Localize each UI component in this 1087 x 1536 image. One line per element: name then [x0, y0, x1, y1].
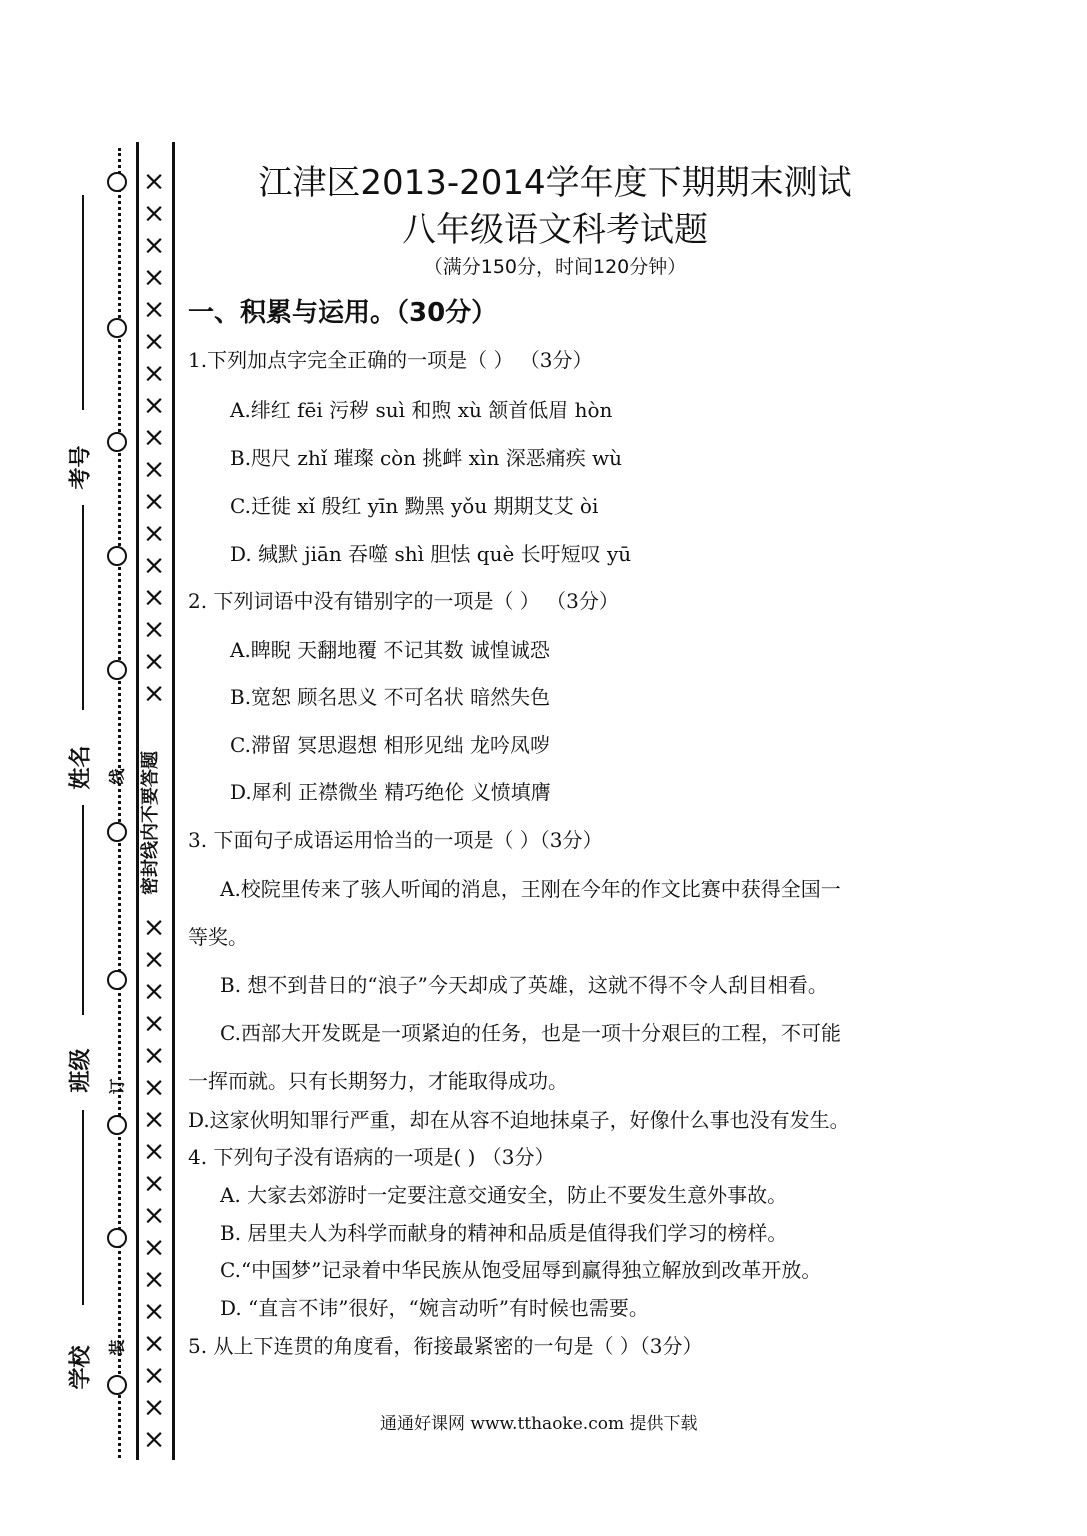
q4-option-c: C.“中国梦”记录着中华民族从饱受屈辱到赢得独立解放到改革开放。	[220, 1258, 822, 1282]
binding-hole	[107, 970, 127, 990]
q3-stem: 3. 下面句子成语运用恰当的一项是（ ）（3分）	[188, 828, 603, 852]
exam-title-line1: 江津区2013-2014学年度下期期末测试	[258, 163, 852, 203]
cross-mark: ×	[142, 1424, 166, 1455]
exam-title-line2: 八年级语文科考试题	[402, 210, 708, 250]
q3-option-c: C.西部大开发既是一项紧迫的任务，也是一项十分艰巨的工程，不可能	[220, 1021, 841, 1045]
q1-option-a: A.绯红 fēi 污秽 suì 和煦 xù 颔首低眉 hòn	[230, 398, 613, 422]
q1-option-d: D. 缄默 jiān 吞噬 shì 胆怯 què 长吁短叹 yū	[230, 542, 632, 566]
name-field[interactable]	[82, 505, 84, 710]
cross-marks-bottom	[140, 912, 168, 1456]
exam-number-field[interactable]	[82, 195, 84, 410]
seal-notice: 密封线内不要答题	[140, 751, 161, 895]
section-heading: 一、积累与运用。（30分）	[188, 298, 498, 328]
cross-mark: ×	[142, 422, 166, 453]
q2-option-b: B.宽恕 顾名思义 不可名状 暗然失色	[230, 685, 551, 709]
q3-option-b: B. 想不到昔日的“浪子”今天却成了英雄，这就不得不令人刮目相看。	[220, 973, 828, 997]
q2-stem: 2. 下列词语中没有错别字的一项是（ ） （3分）	[188, 589, 619, 613]
cross-mark: ×	[142, 1136, 166, 1167]
cross-mark: ×	[142, 326, 166, 357]
cross-mark: ×	[142, 1360, 166, 1391]
q4-stem: 4. 下列句子没有语病的一项是( ) （3分）	[188, 1145, 555, 1169]
q3-option-c-cont: 一挥而就。只有长期努力，才能取得成功。	[188, 1069, 568, 1093]
q2-option-a: A.睥睨 天翻地覆 不记其数 诚惶诚恐	[230, 638, 550, 662]
binding-hole	[107, 1375, 127, 1395]
q1-stem: 1.下列加点字完全正确的一项是（ ） （3分）	[188, 348, 593, 372]
exam-subtitle: （满分150分，时间120分钟）	[423, 256, 687, 278]
binding-hole	[107, 1115, 127, 1135]
cross-mark: ×	[142, 550, 166, 581]
cross-mark: ×	[142, 1168, 166, 1199]
cross-marks-top	[140, 166, 168, 710]
footer-source: 通通好课网 www.tthaoke.com 提供下载	[380, 1414, 698, 1434]
cross-mark: ×	[142, 166, 166, 197]
cross-mark: ×	[142, 1040, 166, 1071]
cross-mark: ×	[142, 486, 166, 517]
class-label: 班级	[68, 1048, 94, 1093]
cross-mark: ×	[142, 1072, 166, 1103]
cross-mark: ×	[142, 1264, 166, 1295]
cross-mark: ×	[142, 1392, 166, 1423]
binding-dotted-line	[118, 148, 121, 1458]
binding-hole	[107, 318, 127, 338]
q3-option-a: A.校院里传来了骇人听闻的消息，王刚在今年的作文比赛中获得全国一	[220, 877, 841, 901]
binding-word-staple: 订	[107, 1078, 127, 1095]
q3-option-a-cont: 等奖。	[188, 925, 248, 949]
q1-option-c: C.迁徙 xǐ 殷红 yīn 黝黑 yǒu 期期艾艾 òi	[230, 494, 599, 518]
binding-hole	[107, 172, 127, 192]
q4-option-b: B. 居里夫人为科学而献身的精神和品质是值得我们学习的榜样。	[220, 1221, 788, 1245]
binding-word-bind: 装	[107, 1339, 127, 1356]
cross-mark: ×	[142, 198, 166, 229]
binding-word-line: 线	[107, 768, 127, 785]
binding-hole	[107, 546, 127, 566]
cross-mark: ×	[142, 1104, 166, 1135]
cross-mark: ×	[142, 518, 166, 549]
cross-mark: ×	[142, 678, 166, 709]
binding-hole	[107, 1228, 127, 1248]
binding-hole	[107, 432, 127, 452]
binding-solid-line-right	[172, 142, 175, 1460]
cross-mark: ×	[142, 1296, 166, 1327]
binding-hole	[107, 660, 127, 680]
exam-number-label: 考号	[68, 445, 94, 490]
cross-mark: ×	[142, 1232, 166, 1263]
name-label: 姓名	[68, 745, 94, 790]
q4-option-a: A. 大家去郊游时一定要注意交通安全，防止不要发生意外事故。	[220, 1183, 788, 1207]
cross-mark: ×	[142, 912, 166, 943]
cross-mark: ×	[142, 1008, 166, 1039]
cross-mark: ×	[142, 1328, 166, 1359]
cross-mark: ×	[142, 614, 166, 645]
class-field[interactable]	[82, 805, 84, 1015]
q5-stem: 5. 从上下连贯的角度看，衔接最紧密的一句是（ ）（3分）	[188, 1334, 703, 1358]
cross-mark: ×	[142, 976, 166, 1007]
cross-mark: ×	[142, 454, 166, 485]
cross-mark: ×	[142, 294, 166, 325]
school-label: 学校	[68, 1345, 94, 1390]
cross-mark: ×	[142, 358, 166, 389]
q3-option-d: D.这家伙明知罪行严重，却在从容不迫地抹桌子，好像什么事也没有发生。	[188, 1108, 850, 1132]
cross-mark: ×	[142, 646, 166, 677]
q4-option-d: D. “直言不讳”很好，“婉言动听”有时候也需要。	[220, 1296, 649, 1320]
q1-option-b: B.咫尺 zhǐ 璀璨 còn 挑衅 xìn 深恶痛疾 wù	[230, 446, 623, 470]
cross-mark: ×	[142, 1200, 166, 1231]
cross-mark: ×	[142, 582, 166, 613]
binding-hole	[107, 822, 127, 842]
q2-option-d: D.犀利 正襟微坐 精巧绝伦 义愤填膺	[230, 780, 551, 804]
cross-mark: ×	[142, 230, 166, 261]
cross-mark: ×	[142, 944, 166, 975]
cross-mark: ×	[142, 390, 166, 421]
q2-option-c: C.滞留 冥思遐想 相形见绌 龙吟凤哕	[230, 733, 551, 757]
school-field[interactable]	[82, 1110, 84, 1305]
cross-mark: ×	[142, 262, 166, 293]
